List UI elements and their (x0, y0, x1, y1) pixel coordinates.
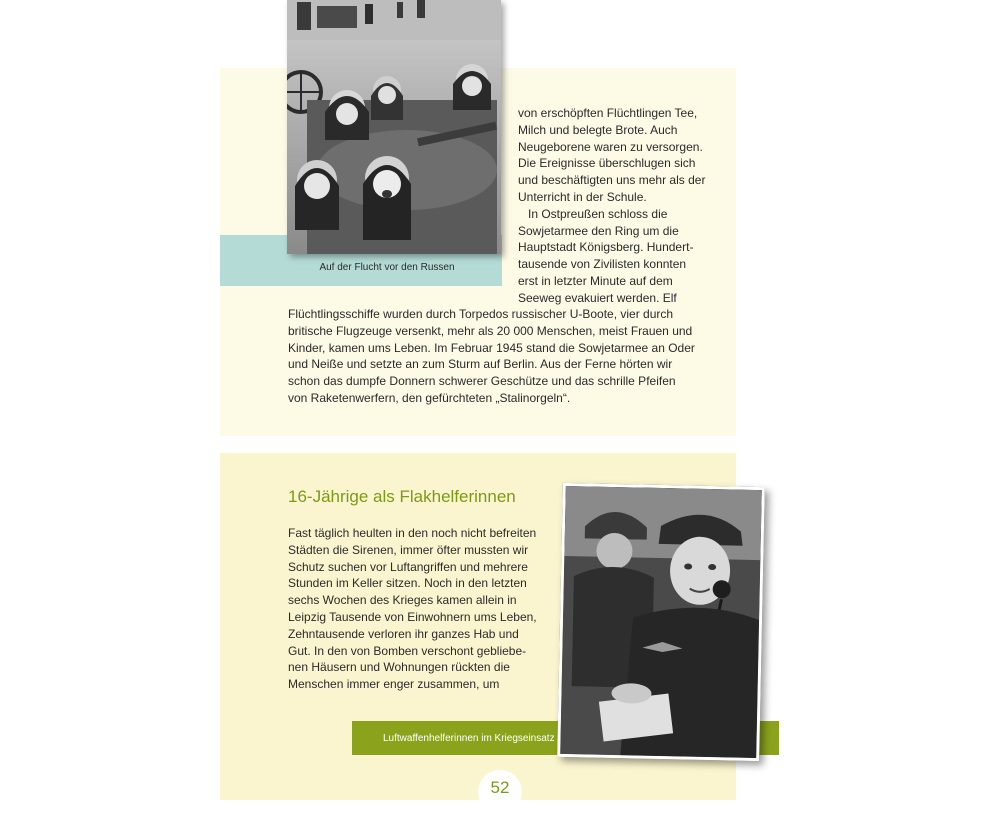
text-line: Flüchtlingsschiffe wurden durch Torpedos russischer U-Boote, vier durch (288, 307, 674, 321)
text-line: Städten die Sirenen, immer öfter mussten wir (288, 542, 529, 557)
text-line: Hauptstadt Königsberg. Hundert- (518, 240, 694, 255)
top-full-width-text (288, 306, 718, 407)
text-line: von Raketenwerfern, den gefürchteten „Stalinorgeln“. (288, 390, 571, 405)
text-line: und beschäftigten uns mehr als der (518, 173, 706, 188)
text-line: Milch und belegte Brote. Auch (518, 122, 678, 137)
text-line: Leipzig Tausende von Einwohnern ums Leben, (288, 609, 537, 624)
text-line: Unterricht in der Schule. (518, 189, 647, 204)
flak-photo-caption: Luftwaffenhelferinnen im Kriegseinsatz (383, 733, 555, 744)
page-number: 52 (490, 778, 510, 797)
text-line: nen Häusern und Wohnungen rückten die (288, 660, 510, 675)
text-line: Neugeborene waren zu versorgen. (518, 139, 703, 154)
text-line: Sowjetarmee den Ring um die (518, 223, 679, 238)
text-line: Zehntausende verloren ihr ganzes Hab und (288, 626, 519, 641)
top-column-text (518, 105, 728, 307)
text-line: Seeweg evakuiert werden. Elf (518, 290, 677, 305)
text-line: Die Ereignisse überschlugen sich (518, 156, 696, 171)
text-line: Schutz suchen vor Luftangriffen und mehrere (288, 559, 528, 574)
text-line: und Neiße und setzte an zum Sturm auf Berlin. Aus der Ferne hörten wir (288, 357, 673, 372)
refugees-photo (287, 0, 501, 254)
text-line: Gut. In den von Bomben verschont gebliebe- (288, 643, 527, 658)
refugees-photo-caption: Auf der Flucht vor den Russen (319, 262, 455, 273)
text-line: Menschen immer enger zusammen, um (288, 677, 500, 692)
text-line: In Ostpreußen schloss die (518, 206, 668, 221)
flak-helpers-photo (557, 483, 765, 761)
text-line: erst in letzter Minute auf dem (518, 273, 673, 288)
text-line: schon das dumpfe Donnern schwerer Geschütze und das schrille Pfeifen (288, 374, 676, 389)
text-line: Stunden im Keller sitzen. Noch in den letzten (288, 576, 527, 591)
text-line: von erschöpften Flüchtlingen Tee, (518, 106, 698, 120)
section-heading: 16-Jährige als Flakhelferinnen (288, 487, 516, 506)
bottom-section-text (288, 525, 548, 693)
text-line: Fast täglich heulten in den noch nicht befreiten (288, 526, 537, 540)
text-line: britische Flugzeuge versenkt, mehr als 20 000 Menschen, meist Frauen und (288, 323, 693, 338)
text-line: Kinder, kamen ums Leben. Im Februar 1945 stand die Sowjetarmee an Oder (288, 340, 695, 355)
text-line: sechs Wochen des Krieges kamen allein in (288, 593, 517, 608)
text-line: tausende von Zivilisten konnten (518, 257, 687, 272)
